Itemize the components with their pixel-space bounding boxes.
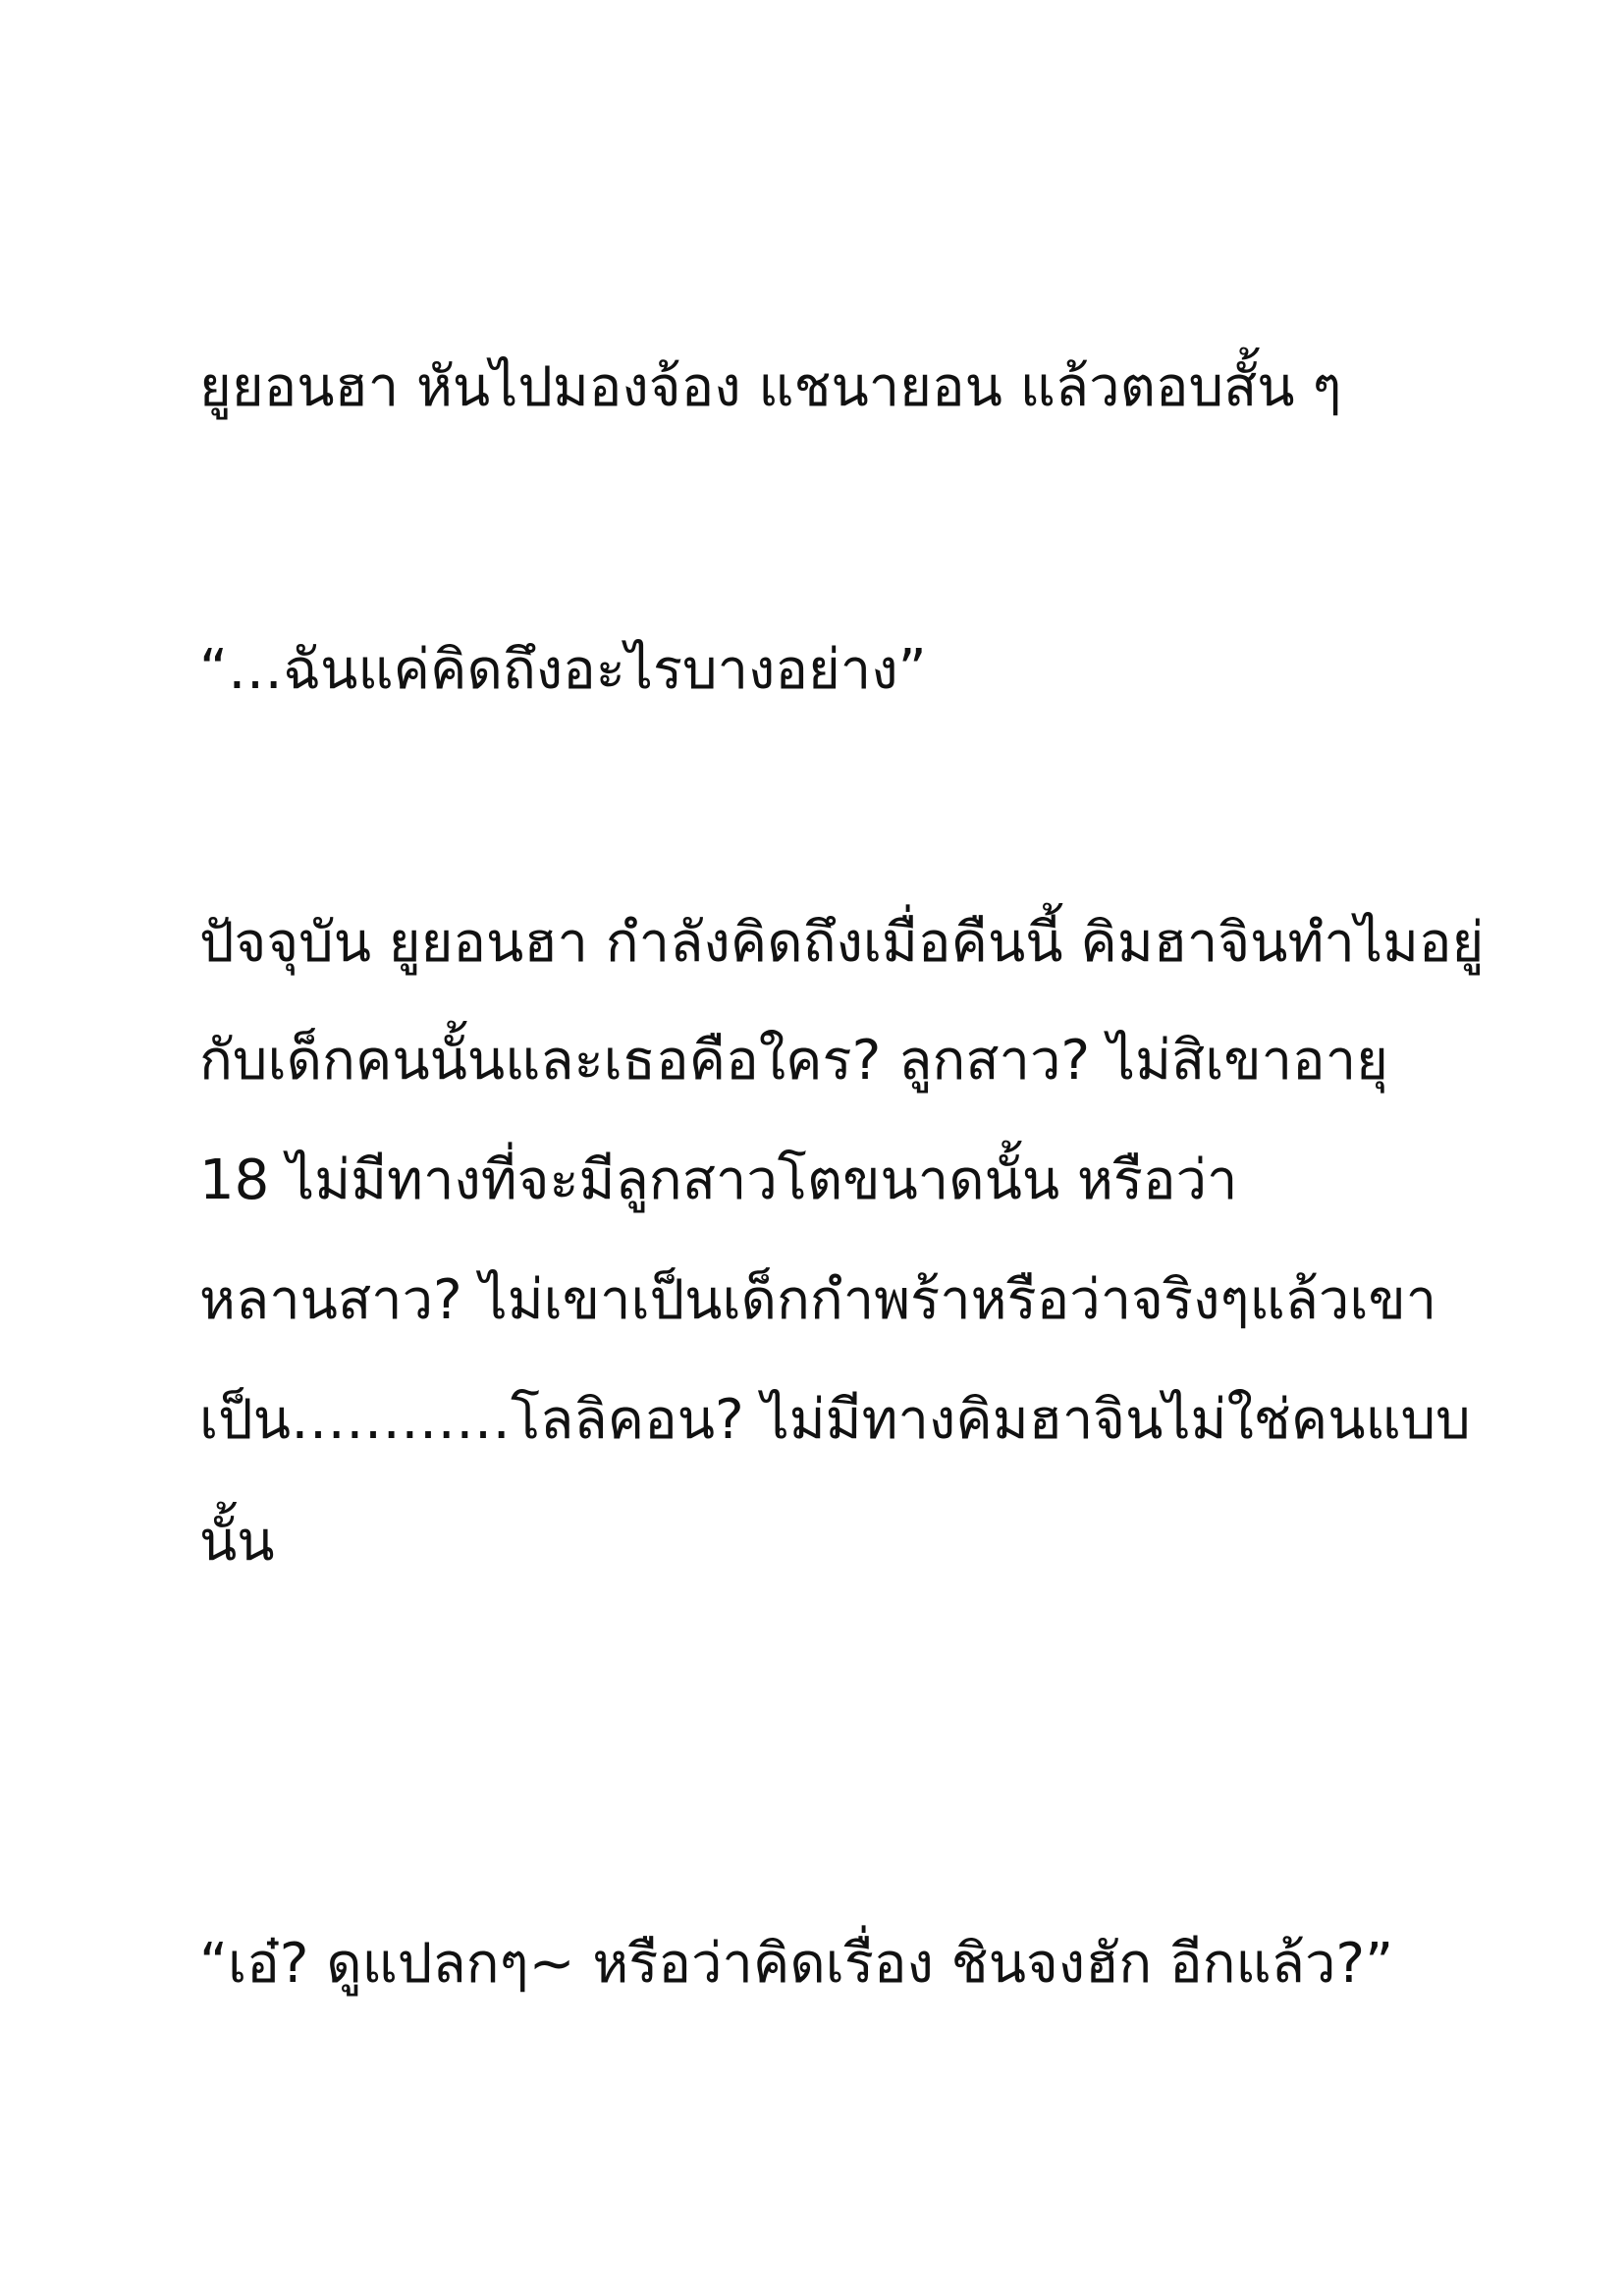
paragraph-thought-line-6: นั้น (199, 1510, 275, 1574)
paragraph-thought-line-5: เป็น…………โลลิคอน? ไม่มีทางคิมฮาจินไม่ใช่คนแบบ (199, 1388, 1471, 1452)
paragraph-narration: ยูยอนฮา หันไปมองจ้อง แชนายอน แล้วตอบสั้น ๆ (199, 355, 1342, 419)
paragraph-dialogue: “…ฉันแค่คิดถึงอะไรบางอย่าง” (199, 638, 927, 702)
paragraph-thought-line-1: ปัจจุบัน ยูยอนฮา กำลังคิดถึงเมื่อคืนนี้ คิมฮาจินทำไมอยู่ (199, 911, 1485, 975)
paragraph-thought-line-4: หลานสาว? ไม่เขาเป็นเด็กกำพร้าหรือว่าจริงๆแล้วเขา (199, 1268, 1437, 1332)
paragraph-thought-line-3: 18 ไม่มีทางที่จะมีลูกสาวโตขนาดนั้น หรือว่า (199, 1148, 1238, 1212)
paragraph-thought-line-2: กับเด็กคนนั้นและเธอคือใคร? ลูกสาว? ไม่สิเขาอายุ (199, 1029, 1388, 1093)
paragraph-dialogue-question: “เอ๋? ดูแปลกๆ~ หรือว่าคิดเรื่อง ชินจงฮัก อีกแล้ว?” (199, 1932, 1394, 1996)
